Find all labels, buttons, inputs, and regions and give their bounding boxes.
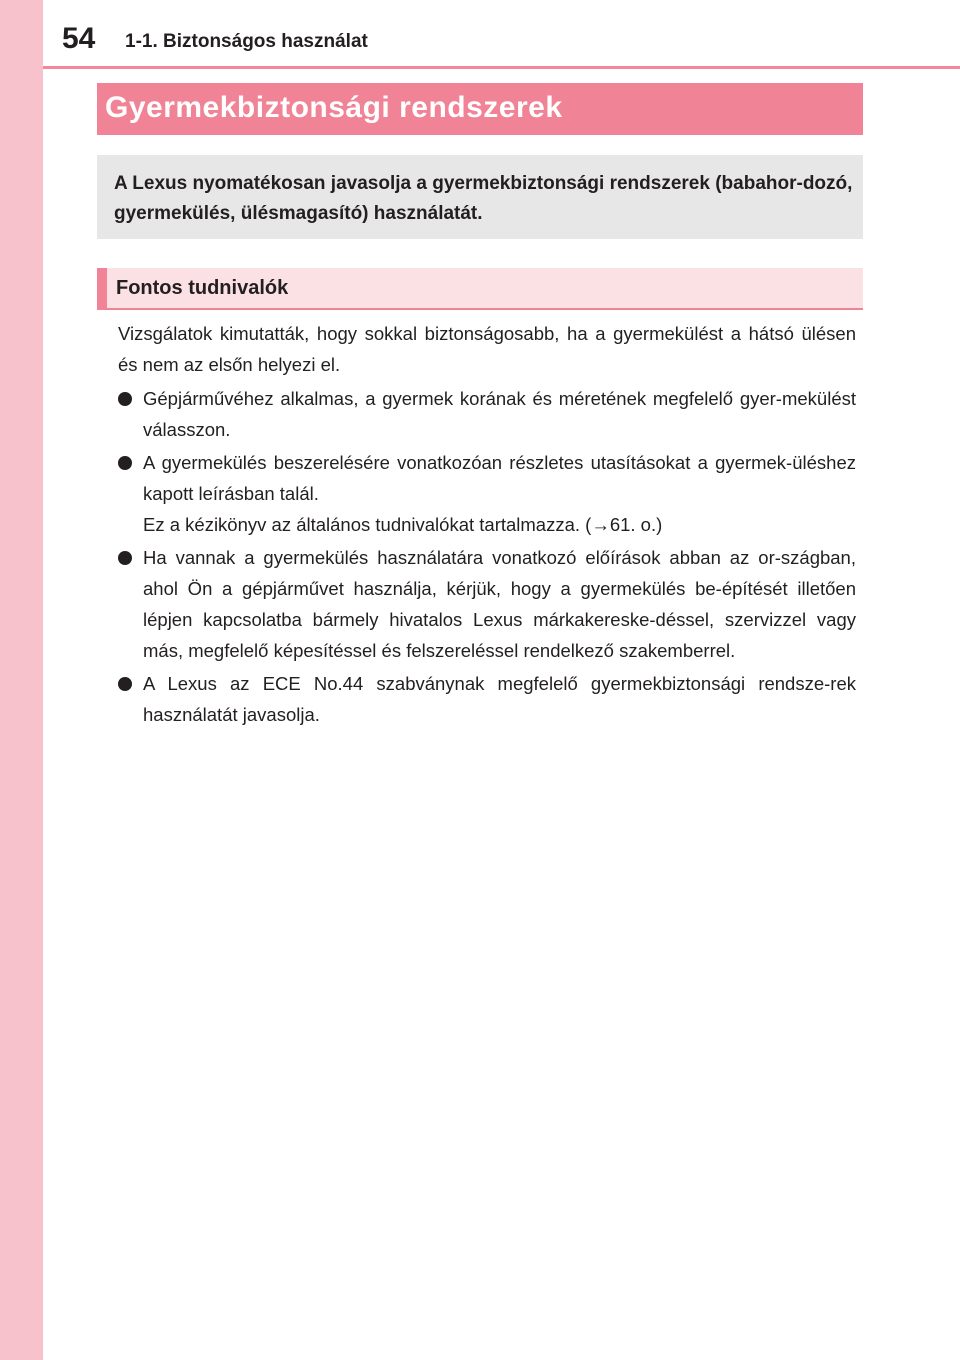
body-paragraph: Vizsgálatok kimutatták, hogy sokkal biztonságosabb, ha a gyermekülést a hátsó ülésen és nem az elsőn helyezi el. — [118, 323, 856, 375]
bullet-extra-text: Ez a kézikönyv az általános tudnivalókat tartalmazza. (→61. o.) — [143, 514, 663, 535]
intro-text: A Lexus nyomatékosan javasolja a gyermekbiztonsági rendszerek (babahor-dozó, gyermekülés, ülésmagasító) használatát. — [114, 173, 853, 224]
bullet-text: Gépjárművéhez alkalmas, a gyermek korának és méretének megfelelő gyer-mekülést válasszon. — [143, 388, 856, 440]
bullet-item — [118, 447, 856, 540]
subsection-header — [97, 268, 863, 310]
bullet-item — [118, 668, 856, 730]
bullet-icon — [118, 392, 132, 406]
bullet-text: A Lexus az ECE No.44 szabványnak megfelelő gyermekbiztonsági rendsze-rek használatát javasolja. — [143, 673, 856, 725]
page-title: Gyermekbiztonsági rendszerek — [105, 91, 563, 124]
bullet-icon — [118, 551, 132, 565]
title-banner — [97, 83, 863, 135]
bullet-icon — [118, 456, 132, 470]
bullet-icon — [118, 677, 132, 691]
bullet-item — [118, 542, 856, 666]
side-tab-strip — [0, 0, 43, 1360]
intro-box — [97, 155, 863, 239]
subsection-accent-bar — [97, 268, 107, 308]
bullet-text: Ha vannak a gyermekülés használatára vonatkozó előírások abban az or-szágban, ahol Ön a gépjárművet használja, kérjük, hogy a gyermekülés be-építését illetően lépjen kapcsolatba bármely hivatalos Lexus márkakereske-déssel, szervizzel vagy más, megfelelő képesítéssel és felszereléssel rendelkező szakemberrel. — [143, 547, 856, 661]
bullet-item — [118, 383, 856, 445]
page-number: 54 — [62, 22, 96, 55]
body-text — [118, 318, 856, 730]
bullet-text: A gyermekülés beszerelésére vonatkozóan részletes utasításokat a gyermek-üléshez kapott leírásban talál. — [143, 452, 856, 504]
section-title: 1-1. Biztonságos használat — [125, 31, 368, 52]
subsection-title: Fontos tudnivalók — [116, 277, 289, 299]
